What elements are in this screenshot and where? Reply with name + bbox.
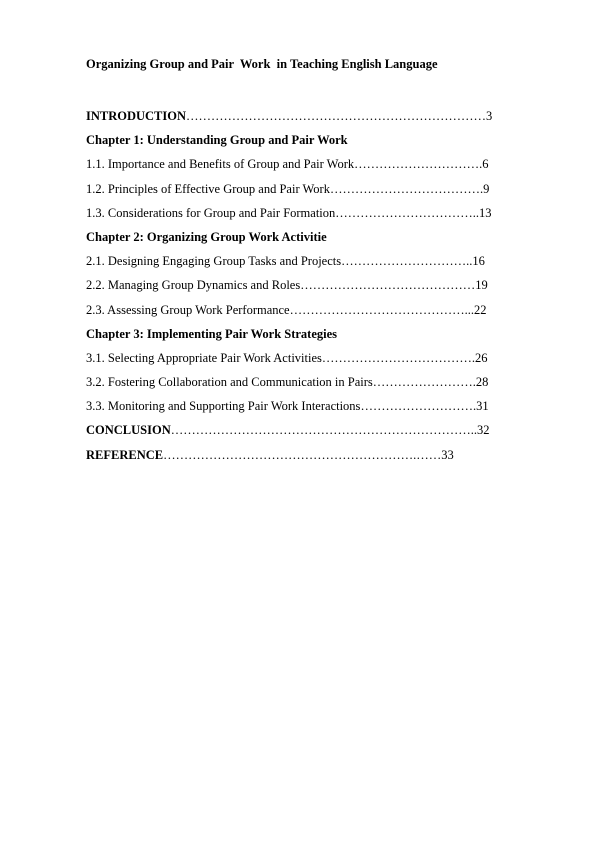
toc-entry-3-2[interactable] xyxy=(86,374,546,398)
toc-entry-3-1[interactable] xyxy=(86,350,546,374)
toc-entry-label: 3.2. Fostering Collaboration and Communication in Pairs xyxy=(86,375,373,390)
toc-entry-label: 3.3. Monitoring and Supporting Pair Work Interactions xyxy=(86,399,361,414)
toc-entry-2-2[interactable] xyxy=(86,277,546,301)
toc-page-number: 16 xyxy=(472,254,485,269)
toc-chapter-1[interactable] xyxy=(86,132,546,156)
toc-chapter-label: Chapter 1: Understanding Group and Pair Work xyxy=(86,133,348,148)
toc-leader-dots: …………………………………………………….…… xyxy=(163,447,442,462)
toc-chapter-2[interactable] xyxy=(86,229,546,253)
toc-leader-dots: ……………………………………………………………….. xyxy=(170,423,477,438)
toc-page-number: 3 xyxy=(486,109,493,123)
toc-leader-dots: …………………………….. xyxy=(335,205,480,220)
toc-entry-label: INTRODUCTION xyxy=(86,109,187,123)
toc-chapter-label: Chapter 3: Implementing Pair Work Strategies xyxy=(86,326,338,341)
toc-page-number: 13 xyxy=(479,205,492,220)
document-title: Organizing Group and Pair Work in Teaching English Language xyxy=(86,57,438,71)
toc-entry-label: 1.1. Importance and Benefits of Group and Pair Work xyxy=(86,157,355,172)
toc-page-number: 19 xyxy=(475,278,488,293)
toc-chapter-3[interactable] xyxy=(86,326,546,350)
toc-entry-reference[interactable] xyxy=(86,447,546,471)
toc-leader-dots: …………………………………… xyxy=(300,278,476,293)
toc-entry-label: REFERENCE xyxy=(86,447,164,462)
table-of-contents xyxy=(86,108,546,471)
toc-page-number: 9 xyxy=(483,181,490,196)
toc-entry-introduction[interactable] xyxy=(86,108,546,132)
toc-chapter-label: Chapter 2: Organizing Group Work Activitie xyxy=(86,229,327,244)
toc-leader-dots: ………………………….. xyxy=(341,254,473,269)
toc-entry-label: 2.2. Managing Group Dynamics and Roles xyxy=(86,278,301,293)
toc-leader-dots: ………………………………. xyxy=(321,350,476,365)
toc-entry-1-3[interactable] xyxy=(86,205,546,229)
toc-entry-label: 2.3. Assessing Group Work Performance xyxy=(86,302,290,317)
toc-entry-2-1[interactable] xyxy=(86,253,546,277)
toc-leader-dots: ………………………………. xyxy=(329,181,484,196)
toc-leader-dots: ……………………. xyxy=(372,375,476,390)
toc-page-number: 26 xyxy=(475,350,488,365)
toc-entry-1-1[interactable] xyxy=(86,156,546,180)
toc-entry-3-3[interactable] xyxy=(86,398,546,422)
toc-page-number: 28 xyxy=(475,375,489,390)
toc-page-number: 22 xyxy=(473,302,487,317)
toc-entry-conclusion[interactable] xyxy=(86,422,546,446)
toc-page-number: 32 xyxy=(477,423,490,438)
toc-leader-dots: ……………………………………………………………… xyxy=(186,109,487,123)
toc-page-number: 33 xyxy=(441,447,454,462)
toc-page-number: 31 xyxy=(476,399,489,414)
toc-leader-dots: …………………………. xyxy=(354,157,483,172)
toc-page-number: 6 xyxy=(482,157,489,172)
toc-entry-label: 1.2. Principles of Effective Group and Pair Work xyxy=(86,181,330,196)
toc-entry-label: 3.1. Selecting Appropriate Pair Work Activities xyxy=(86,350,322,365)
toc-entry-1-2[interactable] xyxy=(86,181,546,205)
toc-entry-label: 1.3. Considerations for Group and Pair Formation xyxy=(86,205,336,220)
toc-entry-label: 2.1. Designing Engaging Group Tasks and Projects xyxy=(86,254,342,269)
toc-leader-dots: ……………………………………... xyxy=(289,302,474,317)
toc-entry-label: CONCLUSION xyxy=(86,423,171,438)
toc-entry-2-3[interactable] xyxy=(86,302,546,326)
toc-leader-dots: ………………………. xyxy=(360,399,477,414)
